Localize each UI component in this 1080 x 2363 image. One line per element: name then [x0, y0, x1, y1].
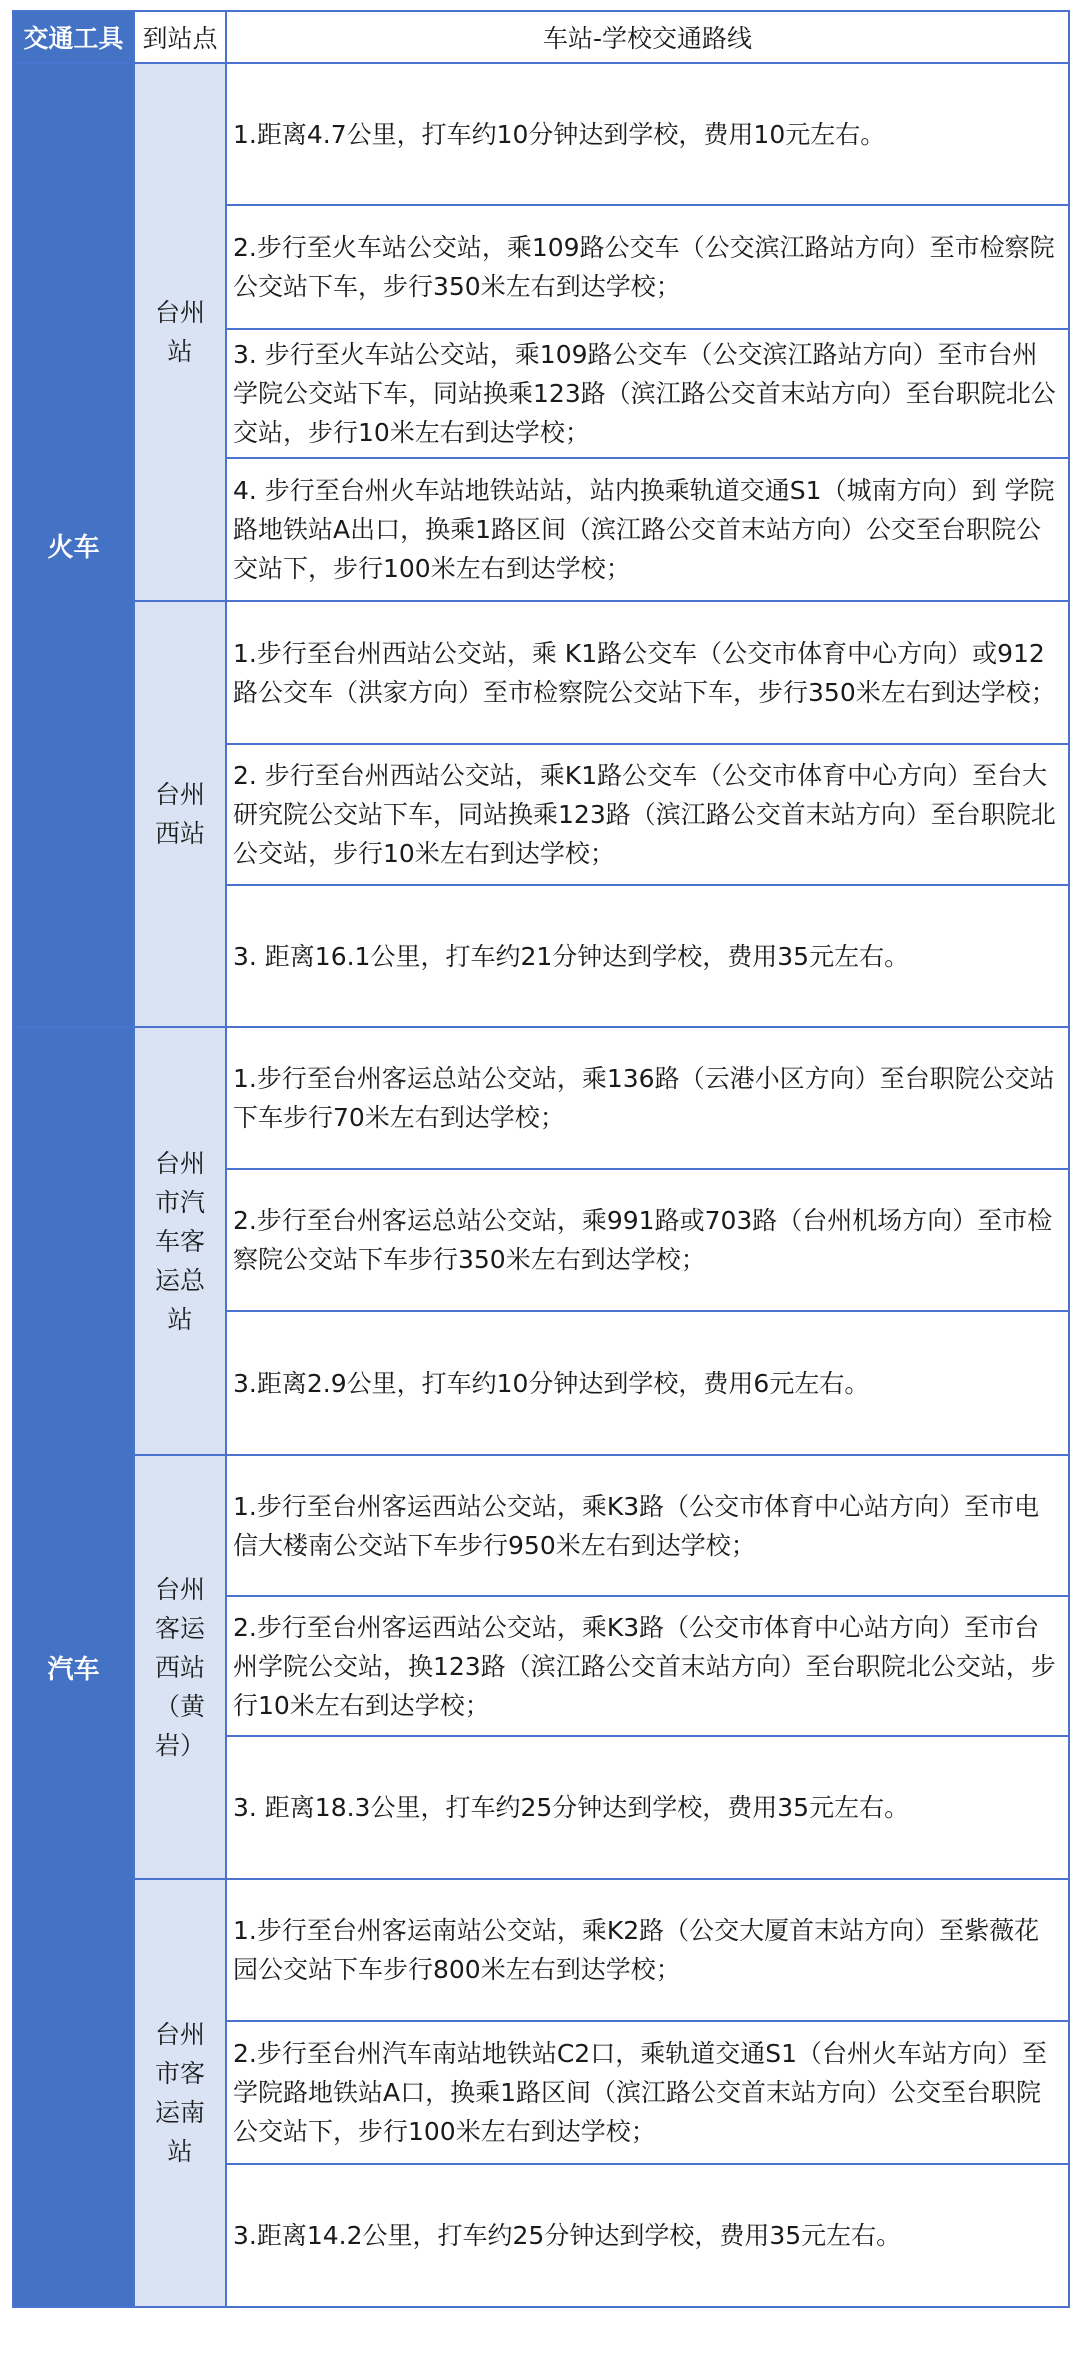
header-row [13, 11, 1069, 63]
route-cell: 3.距离2.9公里，打车约10分钟达到学校，费用6元左右。 [226, 1311, 1069, 1455]
table-row [13, 1027, 1069, 1169]
route-cell: 2.步行至台州客运总站公交站，乘991路或703路（台州机场方向）至市检察院公交站下车步行350米左右到达学校； [226, 1169, 1069, 1311]
route-cell: 1.距离4.7公里，打车约10分钟达到学校，费用10元左右。 [226, 63, 1069, 205]
route-cell: 2.步行至火车站公交站，乘109路公交车（公交滨江路站方向）至市检察院公交站下车，步行350米左右到达学校； [226, 205, 1069, 329]
route-cell: 3. 步行至火车站公交站，乘109路公交车（公交滨江路站方向）至市台州学院公交站下车，同站换乘123路（滨江路公交首末站方向）至台职院北公交站，步行10米左右到达学校； [226, 329, 1069, 458]
station-cell: 台州客运西站（黄岩） [134, 1455, 226, 1879]
route-cell: 3.距离14.2公里，打车约25分钟达到学校，费用35元左右。 [226, 2164, 1069, 2307]
route-cell: 1.步行至台州客运总站公交站，乘136路（云港小区方向）至台职院公交站下车步行70米左右到达学校； [226, 1027, 1069, 1169]
mode-cell-train: 火车 [13, 63, 134, 1027]
table-row [13, 1455, 1069, 1596]
mode-cell-bus: 汽车 [13, 1027, 134, 2307]
route-cell: 1.步行至台州客运南站公交站，乘K2路（公交大厦首末站方向）至紫薇花园公交站下车步行800米左右到达学校； [226, 1879, 1069, 2021]
table-row [13, 601, 1069, 744]
route-cell: 2.步行至台州汽车南站地铁站C2口，乘轨道交通S1（台州火车站方向）至学院路地铁站A口，换乘1路区间（滨江路公交首末站方向）公交至台职院公交站下，步行100米左右到达学校； [226, 2021, 1069, 2164]
station-cell: 台州市客运南站 [134, 1879, 226, 2307]
route-cell: 2. 步行至台州西站公交站，乘K1路公交车（公交市体育中心方向）至台大研究院公交站下车，同站换乘123路（滨江路公交首末站方向）至台职院北公交站，步行10米左右到达学校； [226, 744, 1069, 885]
station-cell: 台州西站 [134, 601, 226, 1027]
route-cell: 2.步行至台州客运西站公交站，乘K3路（公交市体育中心站方向）至市台州学院公交站，换123路（滨江路公交首末站方向）至台职院北公交站，步行10米左右到达学校； [226, 1596, 1069, 1736]
route-table [12, 10, 1070, 2308]
route-cell: 3. 距离18.3公里，打车约25分钟达到学校，费用35元左右。 [226, 1736, 1069, 1879]
route-cell: 3. 距离16.1公里，打车约21分钟达到学校，费用35元左右。 [226, 885, 1069, 1027]
route-cell: 1.步行至台州西站公交站，乘 K1路公交车（公交市体育中心方向）或912路公交车（洪家方向）至市检察院公交站下车，步行350米左右到达学校； [226, 601, 1069, 744]
table-row [13, 63, 1069, 205]
header-mode: 交通工具 [13, 11, 134, 63]
station-cell: 台州站 [134, 63, 226, 601]
route-cell: 4. 步行至台州火车站地铁站站，站内换乘轨道交通S1（城南方向）到 学院路地铁站A出口，换乘1路区间（滨江路公交首末站方向）公交至台职院公交站下，步行100米左右到达学校； [226, 458, 1069, 601]
station-cell: 台州市汽车客运总站 [134, 1027, 226, 1455]
route-cell: 1.步行至台州客运西站公交站，乘K3路（公交市体育中心站方向）至市电信大楼南公交站下车步行950米左右到达学校； [226, 1455, 1069, 1596]
table-row [13, 1879, 1069, 2021]
header-station: 到站点 [134, 11, 226, 63]
header-route: 车站-学校交通路线 [226, 11, 1069, 63]
